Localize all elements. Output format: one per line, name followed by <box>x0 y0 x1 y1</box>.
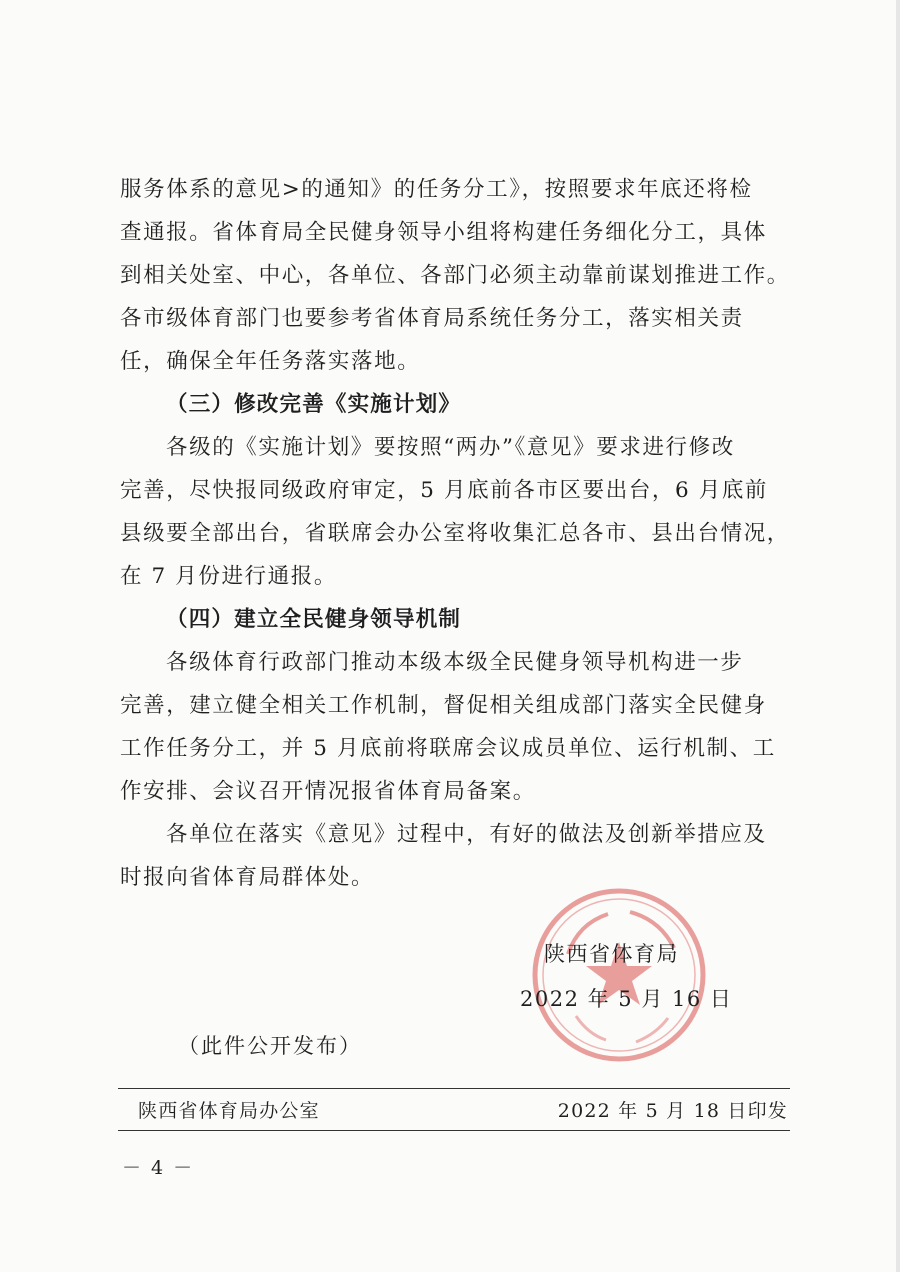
body-line: 服务体系的意见>的通知》的任务分工》，按照要求年底还将检 <box>120 177 753 202</box>
footer-rule-top <box>118 1088 790 1089</box>
body-line: 查通报。省体育局全民健身领导小组将构建任务细化分工，具体 <box>120 220 767 245</box>
body-line: 各单位在落实《意见》过程中，有好的做法及创新举措应及 <box>166 822 767 847</box>
body-line: 在 7 月份进行通报。 <box>120 564 337 589</box>
body-line: 县级要全部出台，省联席会办公室将收集汇总各市、县出台情况， <box>120 521 790 546</box>
official-seal-icon <box>528 884 710 1066</box>
document-body <box>120 168 796 899</box>
body-line: 各市级体育部门也要参考省体育局系统任务分工，落实相关责 <box>120 306 744 331</box>
body-line: 完善，尽快报同级政府审定，5 月底前各市区要出台，6 月底前 <box>120 478 769 503</box>
signature-org: 陕西省体育局 <box>544 942 679 966</box>
body-line: 各级体育行政部门推动本级本级全民健身领导机构进一步 <box>166 650 744 675</box>
page-number: － 4 － <box>122 1157 195 1179</box>
body-line: 各级的《实施计划》要按照“两办”《意见》要求进行修改 <box>166 435 735 460</box>
body-line: 时报向省体育局群体处。 <box>120 865 375 890</box>
body-line: 到相关处室、中心，各单位、各部门必须主动靠前谋划推进工作。 <box>120 263 790 288</box>
signature-date: 2022 年 5 月 16 日 <box>520 987 733 1011</box>
body-line: 作安排、会议召开情况报省体育局备案。 <box>120 779 536 804</box>
section-heading: （三）修改完善《实施计划》 <box>166 392 462 417</box>
page-edge <box>896 0 900 1272</box>
public-release-note: （此件公开发布） <box>178 1034 362 1058</box>
body-line: 完善，建立健全相关工作机制，督促相关组成部门落实全民健身 <box>120 693 767 718</box>
printing-date: 2022 年 5 月 18 日印发 <box>557 1100 788 1122</box>
section-heading: （四）建立全民健身领导机制 <box>166 607 462 632</box>
printing-office: 陕西省体育局办公室 <box>138 1100 320 1122</box>
footer-rule-bottom <box>118 1130 790 1131</box>
body-line: 任，确保全年任务落实落地。 <box>120 349 421 374</box>
body-line: 工作任务分工，并 5 月底前将联席会议成员单位、运行机制、工 <box>120 736 776 761</box>
